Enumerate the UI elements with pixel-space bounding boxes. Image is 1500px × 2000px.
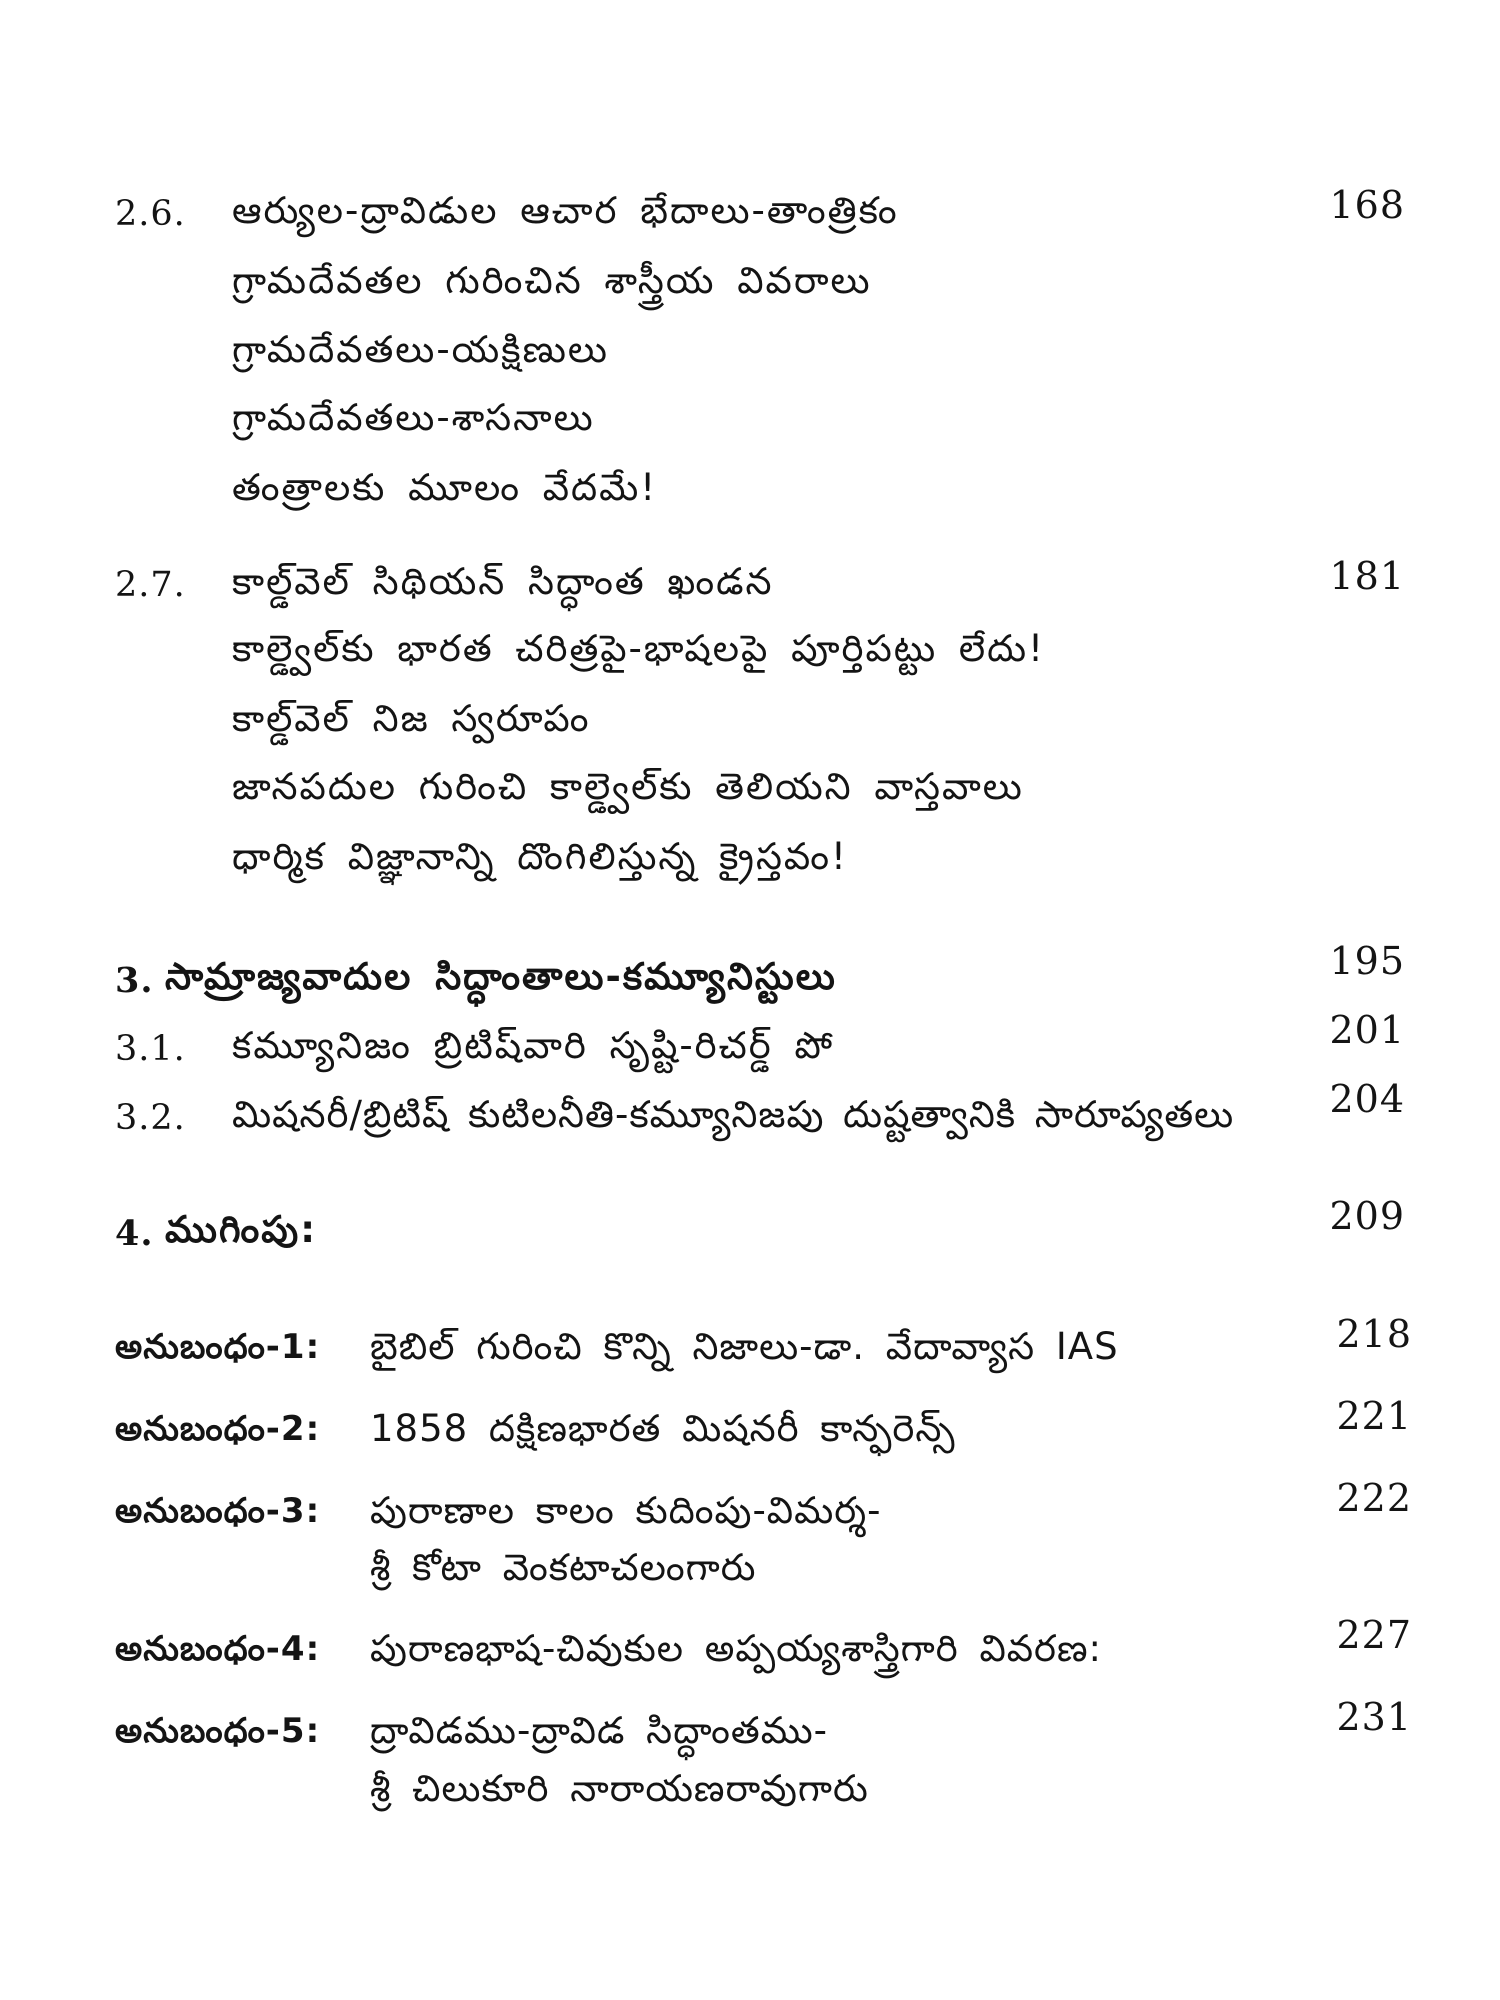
page-number: 201 xyxy=(1329,1008,1405,1052)
appendix-title: పురాణాల కాలం కుదింపు-విమర్శ- xyxy=(370,1489,882,1532)
page-number: 231 xyxy=(1336,1695,1412,1739)
entry-number: 4. xyxy=(115,1213,154,1254)
entry-number: 3.1. xyxy=(115,1029,186,1069)
page-number: 204 xyxy=(1329,1077,1405,1121)
appendix-label: అనుబంధం-3: xyxy=(115,1491,321,1531)
entry-title: సామ్రాజ్యవాదుల సిద్ధాంతాలు-కమ్యూనిస్టులు xyxy=(165,955,837,998)
entry-subtopic: ధార్మిక విజ్ఞానాన్ని దొంగిలిస్తున్న క్రైస్తవం! xyxy=(232,835,848,878)
page-number: 168 xyxy=(1329,183,1405,227)
entry-subtopic: గ్రామదేవతలు-శాసనాలు xyxy=(232,396,595,439)
entry-subtopic: గ్రామదేవతలు-యక్షిణులు xyxy=(232,328,609,371)
entry-subtopic: తంత్రాలకు మూలం వేదమే! xyxy=(232,466,658,509)
entry-title: కాల్డ్‌వెల్ సిథియన్ సిద్ధాంత ఖండన xyxy=(232,560,774,603)
appendix-title: 1858 దక్షిణభారత మిషనరీ కాన్ఫరెన్స్ xyxy=(370,1407,956,1450)
appendix-label: అనుబంధం-5: xyxy=(115,1711,321,1751)
entry-subtopic: కాల్డ్వెల్‌కు భారత చరిత్రపై-భాషలపై పూర్తిపట్టు లేదు! xyxy=(232,627,1045,670)
appendix-label: అనుబంధం-1: xyxy=(115,1327,321,1367)
appendix-title: బైబిల్ గురించి కొన్ని నిజాలు-డా. వేదావ్యాస IAS xyxy=(370,1325,1119,1368)
entry-number: 3. xyxy=(115,960,154,1001)
appendix-subtitle: శ్రీ చిలుకూరి నారాయణరావుగారు xyxy=(370,1767,869,1810)
page-number: 222 xyxy=(1336,1476,1412,1520)
page-number: 218 xyxy=(1336,1312,1412,1356)
page-number: 209 xyxy=(1329,1194,1405,1238)
entry-number: 3.2. xyxy=(115,1098,186,1138)
page-number: 221 xyxy=(1336,1394,1412,1438)
appendix-title: పురాణభాష-చివుకుల అప్పయ్యశాస్త్రిగారి వివరణ: xyxy=(370,1627,1103,1670)
page-number: 181 xyxy=(1329,554,1405,598)
page-number: 227 xyxy=(1336,1613,1412,1657)
appendix-label: అనుబంధం-4: xyxy=(115,1629,321,1669)
entry-title: ఆర్యుల-ద్రావిడుల ఆచార భేదాలు-తాంత్రికం xyxy=(232,189,899,232)
appendix-label: అనుబంధం-2: xyxy=(115,1409,321,1449)
entry-title: కమ్యూనిజం బ్రిటిష్‌వారి సృష్టి-రిచర్డ్ పో xyxy=(232,1024,835,1067)
appendix-subtitle: శ్రీ కోటా వెంకటాచలంగారు xyxy=(370,1546,757,1589)
entry-subtopic: గ్రామదేవతల గురించిన శాస్త్రీయ వివరాలు xyxy=(232,259,872,302)
entry-number: 2.7. xyxy=(115,565,186,605)
appendix-title: ద్రావిడము-ద్రావిడ సిద్ధాంతము- xyxy=(370,1709,828,1752)
entry-title: ముగింపు: xyxy=(165,1208,318,1251)
entry-subtopic: జానపదుల గురించి కాల్డ్వెల్‌కు తెలియని వాస్తవాలు xyxy=(232,765,1024,808)
entry-title: మిషనరీ/బ్రిటిష్ కుటిలనీతి-కమ్యూనిజపు దుష్టత్వానికి సారూప్యతలు xyxy=(232,1093,1235,1136)
page-number: 195 xyxy=(1329,939,1405,983)
entry-subtopic: కాల్డ్‌వెల్ నిజ స్వరూపం xyxy=(232,697,591,740)
entry-number: 2.6. xyxy=(115,194,186,234)
